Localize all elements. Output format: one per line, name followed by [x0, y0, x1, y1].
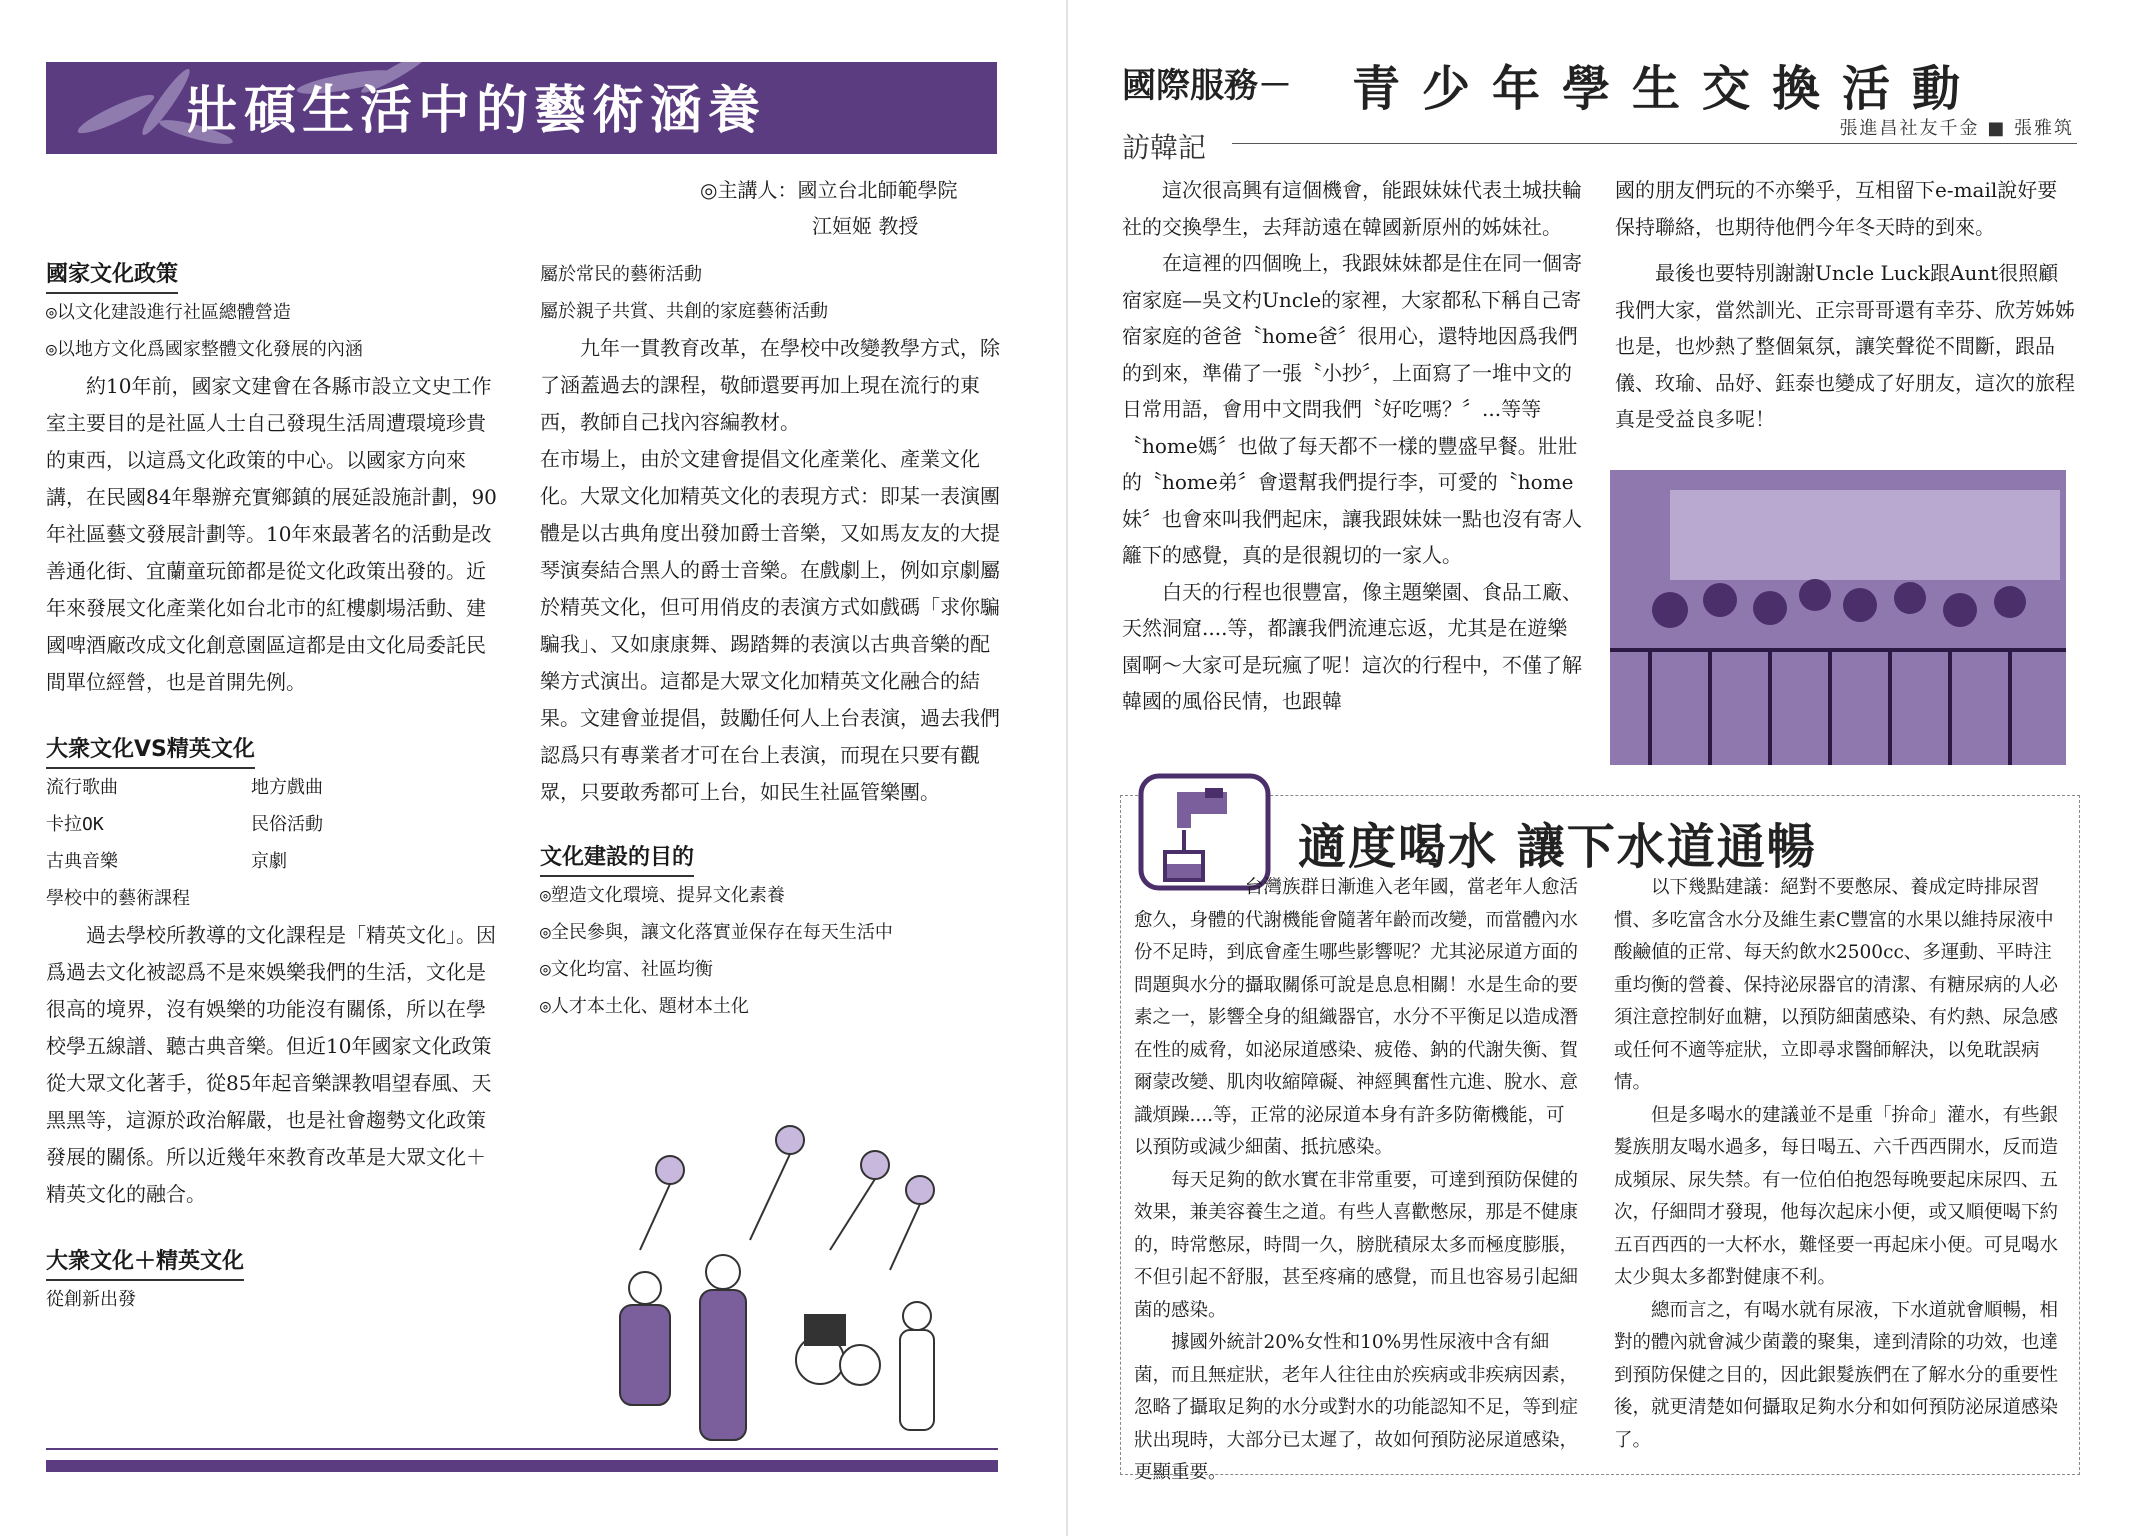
- health-article-title: 適度喝水 讓下水道通暢: [1298, 819, 1817, 875]
- article-title: 青少年學生交換活動: [1352, 61, 1983, 117]
- left-column-1: [46, 256, 501, 1318]
- list-item: 屬於常民的藝術活動: [540, 264, 702, 285]
- speaker-credit: [700, 172, 957, 244]
- subheading: 從創新出發: [46, 1289, 136, 1310]
- list-item: ◎文化均富、社區均衡: [540, 959, 713, 980]
- paragraph: 以下幾點建議：絕對不要憋尿、養成定時排尿習慣、多吃富含水分及維生素C豐富的水果以維持尿液中酸鹼値的正常、每天約飲水2500cc、多運動、平時注重均衡的營養、保持泌尿器官的清潔、有糖尿病的人必須注意控制好血糖，以預防細菌感染、有灼熱、尿急感或任何不適等症狀，立即尋求醫師解決，以免耽誤病情。: [1614, 877, 2059, 1093]
- paragraph: 據國外統計20%女性和10%男性尿液中含有細菌，而且無症狀，老年人往往由於疾病或非疾病因素，忽略了攝取足夠的水分或對水的功能認知不足，等到症狀出現時，大部分已太遲了，故如何預防泌尿道感染，更顯重要。: [1134, 1332, 1579, 1483]
- right-column-1: [1122, 172, 1582, 720]
- list-item: ◎人才本土化、題材本土化: [540, 996, 749, 1017]
- grid-item: 流行歌曲: [46, 777, 118, 798]
- paragraph: 台灣族群日漸進入老年國，當老年人愈活愈久，身體的代謝機能會隨著年齡而改變，而當體內水份不足時，到底會產生哪些影響呢？尤其泌尿道方面的問題與水分的攝取關係可說是息息相關！水是生命的要素之一，影響全身的組織器官，水分不平衡足以造成潛在性的威脅，如泌尿道感染、疲倦、鈉的代謝失衡、賀爾蒙改變、肌肉收縮障礙、神經興奮性亢進、脫水、意識煩躁....等，正常的泌尿道本身有許多防衛機能，可以預防或減少細菌、抵抗感染。: [1134, 877, 1579, 1158]
- paragraph: 最後也要特別謝謝Uncle Luck跟Aunt很照顧我們大家，當然訓光、正宗哥哥還有幸芬、欣芳姊姊也是，也炒熱了整個氣氛，讓笑聲從不間斷，跟品儀、玫瑜、品妤、鈺泰也變成了好朋友，這次的旅程真是受益良多呢！: [1615, 261, 2075, 431]
- policy-list: [46, 294, 501, 368]
- banner-title: 壯碩生活中的藝術涵養: [186, 80, 767, 141]
- paragraph: 約10年前，國家文建會在各縣市設立文史工作室主要目的是社區人士自己發現生活周遭環境珍貴的東西，以這爲文化政策的中心。以國家方向來講，在民國84年舉辦充實鄉鎮的展延設施計劃，90年社區藝文發展計劃等。10年來最著名的活動是改善通化街、宜蘭童玩節都是從文化政策出發的。近年來發展文化產業化如台北市的紅樓劇場活動、建國啤酒廠改成文化創意園區這都是由文化局委託民間單位經營，也是首開先例。: [46, 374, 497, 694]
- speaker-line-1: ◎主講人：國立台北師範學院: [700, 178, 958, 202]
- grid-item: 地方戲曲: [251, 777, 323, 798]
- paragraph: 這次很高興有這個機會，能跟妹妹代表土城扶輪社的交換學生，去拜訪遠在韓國新原州的姊妹社。: [1122, 178, 1582, 239]
- subtitle: 訪韓記: [1122, 131, 1207, 164]
- paragraph: 總而言之，有喝水就有尿液，下水道就會順暢，相對的體內就會減少菌叢的聚集，達到清除的功效，也達到預防保健之目的，因此銀髮族們在了解水分的重要性後，就更清楚如何攝取足夠水分和如何預防泌尿道感染了。: [1614, 1299, 2059, 1451]
- health-column-1: [1134, 872, 1580, 1490]
- footer-rule: [46, 1448, 998, 1450]
- speaker-line-2: 江姮姬 教授: [812, 214, 919, 238]
- group-photo: [1610, 470, 2066, 765]
- paragraph: 白天的行程也很豐富，像主題樂園、食品工廠、天然洞窟....等，都讓我們流連忘返，尤其是在遊樂園啊～大家可是玩瘋了呢！這次的行程中，不僅了解韓國的風俗民情，也跟韓: [1122, 579, 1582, 713]
- goals-list: [540, 877, 1000, 1025]
- paragraph: 每天足夠的飲水實在非常重要，可達到預防保健的效果，兼美容養生之道。有些人喜歡憋尿，那是不健康的，時常憋尿，時間一久，膀胱積尿太多而極度膨脹，不但引起不舒服，甚至疼痛的感覺，而且也容易引起細菌的感染。: [1134, 1169, 1579, 1321]
- page-fold: [1066, 0, 1068, 1536]
- art-activity-list: [540, 256, 1000, 330]
- left-column-2: [540, 256, 1000, 1025]
- culture-grid: [46, 769, 501, 880]
- grid-item: 卡拉OK: [46, 814, 104, 835]
- list-item: ◎全民參與，讓文化落實並保存在每天生活中: [540, 922, 893, 943]
- health-column-2: [1614, 872, 2064, 1457]
- column-label: 國際服務－: [1122, 66, 1292, 106]
- paragraph: 在市場上，由於文建會提倡文化產業化、產業文化化。大眾文化加精英文化的表現方式：即某一表演團體是以古典角度出發加爵士音樂，又如馬友友的大提琴演奏結合黑人的爵士音樂。在戲劇上，例如京劇屬於精英文化，但可用俏皮的表演方式如戲碼「求你騙騙我」、又如康康舞、踢踏舞的表演以古典音樂的配樂方式演出。這都是大眾文化加精英文化融合的結果。文建會並提倡，鼓勵任何人上台表演，過去我們認爲只有專業者才可在台上表演，而現在只要有觀眾，只要敢秀都可上台，如民生社區管樂團。: [540, 447, 1000, 804]
- list-item: 學校中的藝術課程: [46, 888, 190, 909]
- section-heading-culture-policy: 國家文化政策: [46, 260, 178, 294]
- footer-bar: [46, 1460, 998, 1472]
- right-column-2: [1615, 172, 2075, 438]
- section-heading-mass-plus-elite: 大衆文化＋精英文化: [46, 1247, 244, 1281]
- paragraph: 九年一貫教育改革，在學校中改變教學方式，除了涵蓋過去的課程，敬師還要再加上現在流行的東西，教師自己找內容編教材。: [540, 336, 1000, 434]
- rock-band-illustration: [590, 1110, 990, 1455]
- group-photo-image: [1610, 470, 2066, 765]
- grid-item: 古典音樂: [46, 851, 118, 872]
- list-item: ◎以地方文化爲國家整體文化發展的內涵: [46, 339, 363, 360]
- article-banner: [46, 62, 997, 154]
- section-heading-culture-goals: 文化建設的目的: [540, 843, 694, 877]
- grid-item: 民俗活動: [251, 814, 323, 835]
- list-item: ◎以文化建設進行社區總體營造: [46, 302, 291, 323]
- section-heading-mass-vs-elite: 大衆文化VS精英文化: [46, 735, 255, 769]
- grid-item: 京劇: [251, 851, 287, 872]
- paragraph: 在這裡的四個晚上，我跟妹妹都是住在同一個寄宿家庭—吳文杓Uncle的家裡，大家都私下稱自己寄宿家庭的爸爸〝home爸〞很用心，還特地因爲我們的到來，準備了一張〝小抄〞，上面寫了一堆中文的日常用語，會用中文問我們〝好吃嗎？〞...等等〝home媽〞也做了每天都不一樣的豐盛早餐。壯壯的〝home弟〞會還幫我們提行李，可愛的〝home妹〞也會來叫我們起床，讓我跟妹妹一點也沒有寄人籬下的感覺，真的是很親切的一家人。: [1122, 251, 1582, 567]
- list-item: 屬於親子共賞、共創的家庭藝術活動: [540, 301, 828, 322]
- byline: 張進昌社友千金 ■ 張雅筑: [1839, 118, 2074, 139]
- subtitle-rule: [1232, 143, 2077, 144]
- paragraph: 但是多喝水的建議並不是重「拚命」灌水，有些銀髮族朋友喝水過多，每日喝五、六千西西開水，反而造成頻尿、尿失禁。有一位伯伯抱怨每晚要起床尿四、五次，仔細問才發現，他每次起床小便，或又順便喝下約五百西西的一大杯水，難怪要一再起床小便。可見喝水太少與太多都對健康不利。: [1614, 1104, 2059, 1288]
- paragraph: 國的朋友們玩的不亦樂乎，互相留下e-mail說好要保持聯絡，也期待他們今年冬天時的到來。: [1615, 178, 2058, 239]
- paragraph: 過去學校所教導的文化課程是「精英文化」。因爲過去文化被認爲不是來娛樂我們的生活，文化是很高的境界，沒有娛樂的功能沒有關係，所以在學校學五線譜、聽古典音樂。但近10年國家文化政策從大眾文化著手，從85年起音樂課教唱望春風、天黑黑等，這源於政治解嚴，也是社會趨勢文化政策發展的關係。所以近幾年來教育改革是大眾文化＋精英文化的融合。: [46, 923, 496, 1206]
- list-item: ◎塑造文化環境、提昇文化素養: [540, 885, 785, 906]
